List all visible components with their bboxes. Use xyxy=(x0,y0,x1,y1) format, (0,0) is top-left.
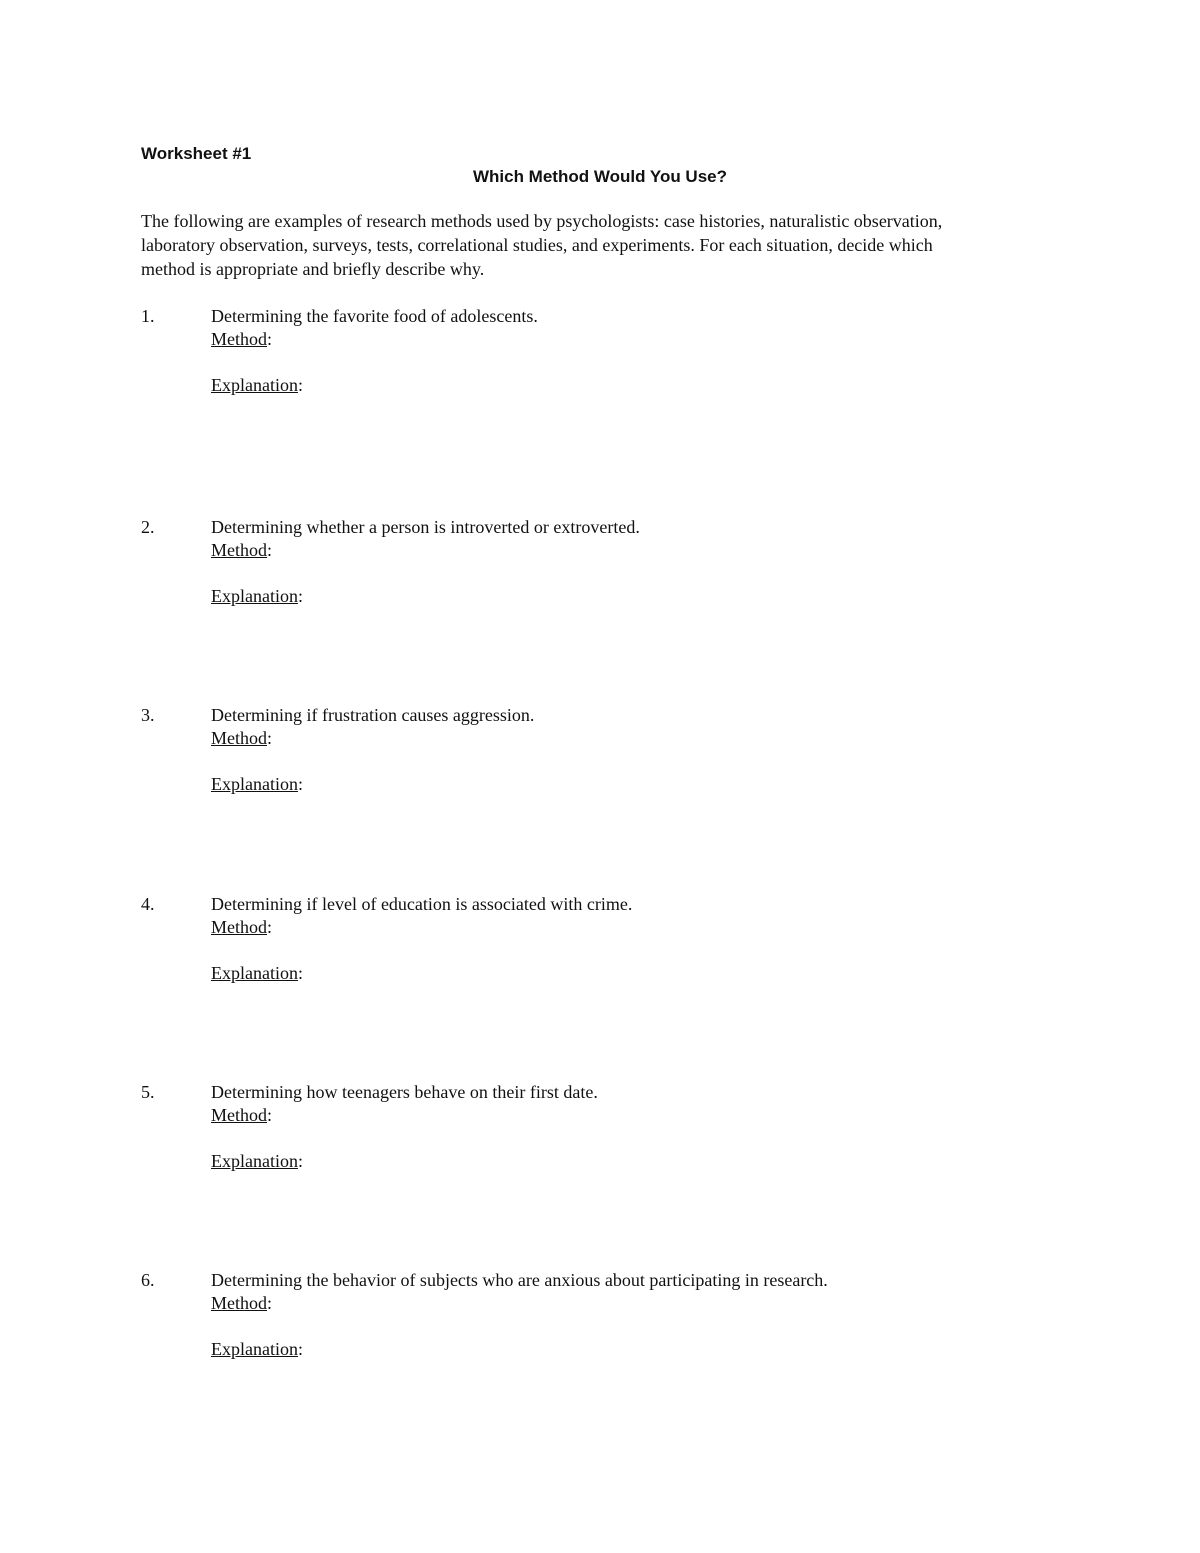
explanation-field[interactable]: Explanation: xyxy=(211,963,303,983)
page-title: Which Method Would You Use? xyxy=(472,167,728,186)
explanation-label: Explanation xyxy=(211,586,298,606)
question-text: Determining if frustration causes aggression. xyxy=(211,705,535,725)
method-field[interactable]: Method: xyxy=(211,1105,273,1125)
question-text: Determining whether a person is introverted or extroverted. xyxy=(211,517,640,537)
question-body xyxy=(211,704,1031,796)
question-number: 1. xyxy=(141,306,155,326)
method-field[interactable]: Method: xyxy=(211,728,273,748)
question-text: Determining how teenagers behave on their first date. xyxy=(211,1082,598,1102)
method-label: Method xyxy=(211,329,267,349)
question-body xyxy=(211,893,1031,985)
method-field[interactable]: Method: xyxy=(211,917,273,937)
question-number: 5. xyxy=(141,1082,155,1102)
instructions-line: laboratory observation, surveys, tests, correlational studies, and experiments. For each situation, decide which xyxy=(141,235,933,255)
instructions-line: method is appropriate and briefly describe why. xyxy=(141,259,485,279)
question-number: 3. xyxy=(141,705,155,725)
method-label: Method xyxy=(211,728,267,748)
question-body xyxy=(211,1269,1031,1361)
instructions-line: The following are examples of research methods used by psychologists: case histories, naturalistic observation, xyxy=(141,211,943,231)
explanation-field[interactable]: Explanation: xyxy=(211,375,303,395)
method-label: Method xyxy=(211,540,267,560)
explanation-label: Explanation xyxy=(211,1339,298,1359)
method-field[interactable]: Method: xyxy=(211,329,273,349)
explanation-label: Explanation xyxy=(211,375,298,395)
question-body xyxy=(211,1081,1031,1173)
explanation-label: Explanation xyxy=(211,774,298,794)
method-field[interactable]: Method: xyxy=(211,1293,273,1313)
method-label: Method xyxy=(211,1293,267,1313)
explanation-field[interactable]: Explanation: xyxy=(211,774,303,794)
explanation-field[interactable]: Explanation: xyxy=(211,1339,303,1359)
explanation-label: Explanation xyxy=(211,963,298,983)
question-text: Determining the favorite food of adolescents. xyxy=(211,306,538,326)
question-number: 6. xyxy=(141,1270,155,1290)
explanation-label: Explanation xyxy=(211,1151,298,1171)
instructions-paragraph xyxy=(141,209,1041,281)
question-text: Determining if level of education is associated with crime. xyxy=(211,894,633,914)
question-number: 2. xyxy=(141,517,155,537)
method-field[interactable]: Method: xyxy=(211,540,273,560)
method-label: Method xyxy=(211,917,267,937)
explanation-field[interactable]: Explanation: xyxy=(211,1151,303,1171)
question-body xyxy=(211,305,1031,397)
worksheet-label: Worksheet #1 xyxy=(141,144,252,163)
question-number: 4. xyxy=(141,894,155,914)
explanation-field[interactable]: Explanation: xyxy=(211,586,303,606)
method-label: Method xyxy=(211,1105,267,1125)
question-body xyxy=(211,516,1031,608)
question-text: Determining the behavior of subjects who are anxious about participating in research. xyxy=(211,1270,828,1290)
